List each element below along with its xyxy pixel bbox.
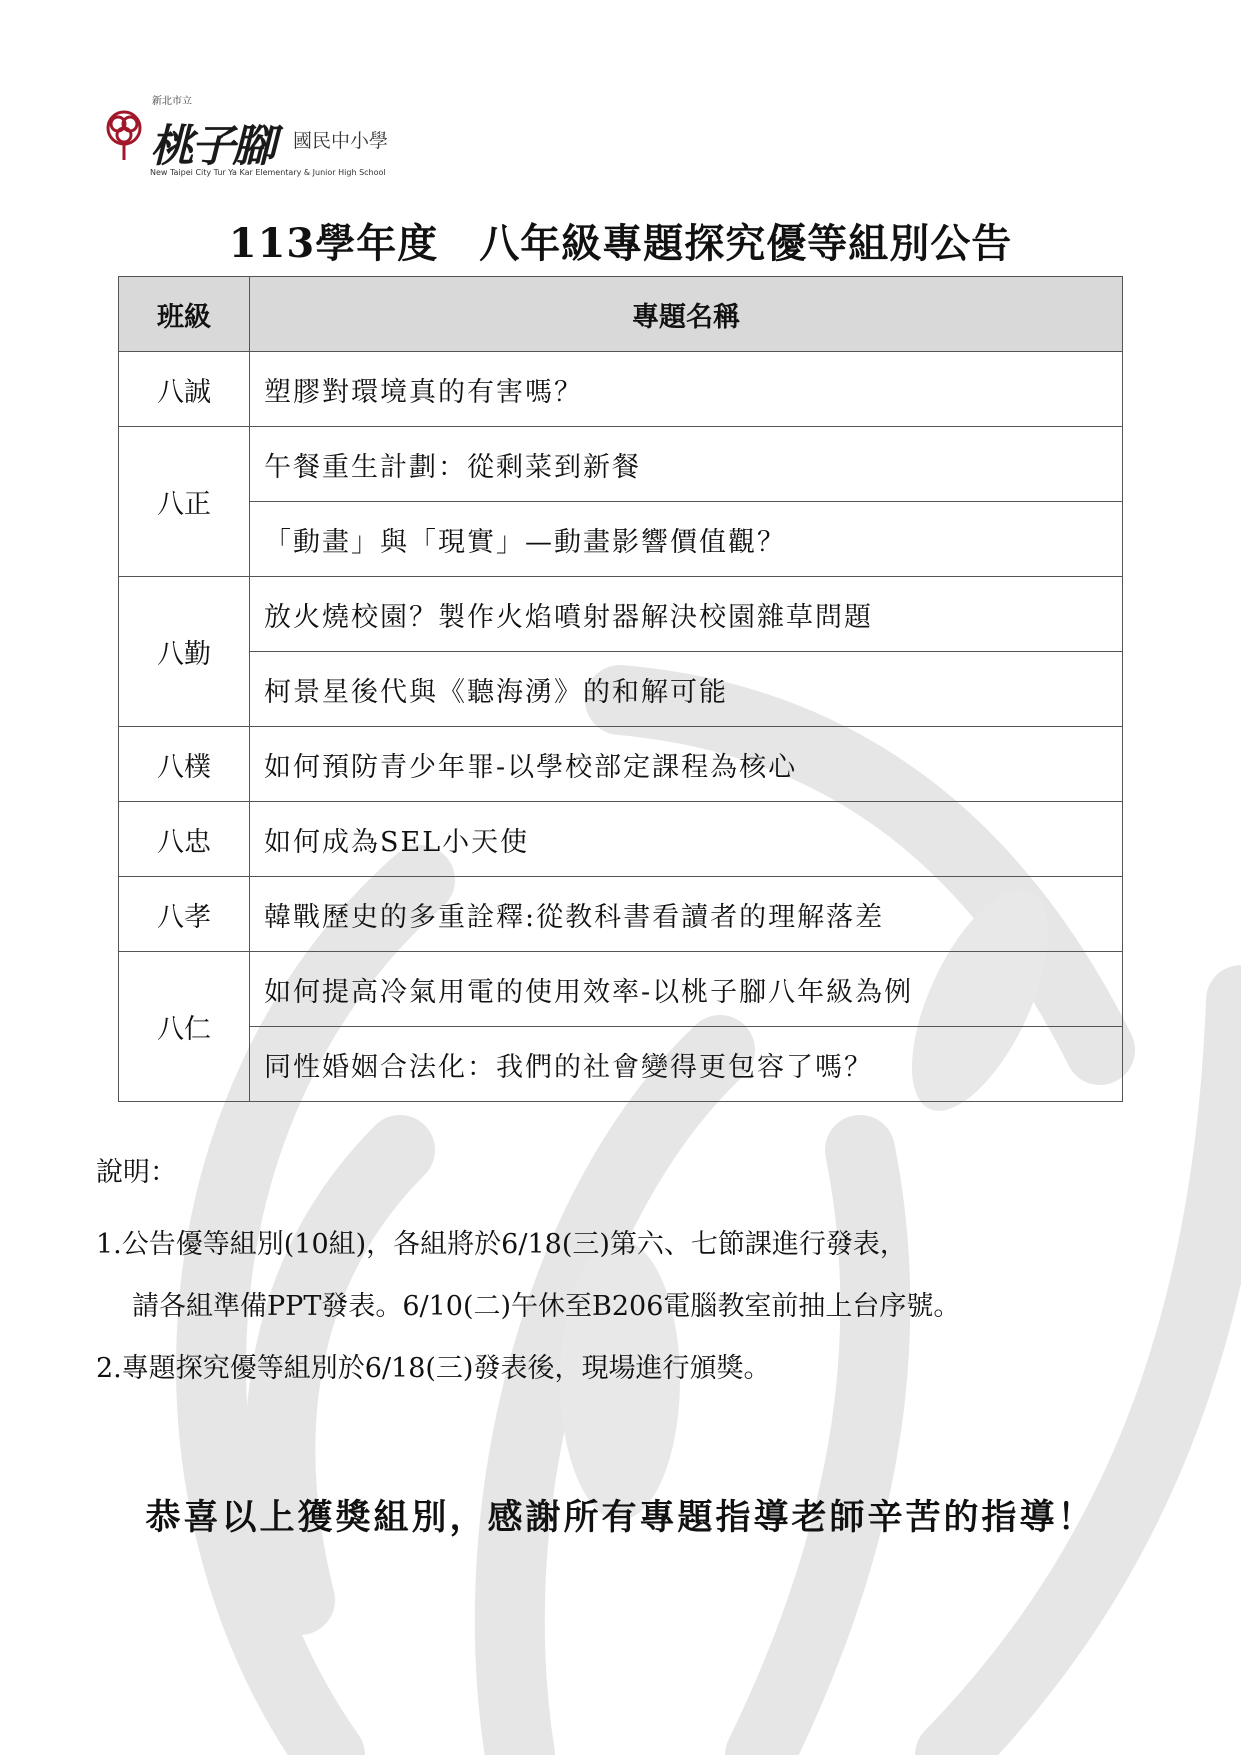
- topic-cell: 如何提高冷氣用電的使用效率-以桃子腳八年級為例: [250, 952, 1123, 1027]
- table-row: [119, 802, 1123, 877]
- header-topic: 專題名稱: [250, 277, 1123, 352]
- topic-cell: 柯景星後代與《聽海湧》的和解可能: [250, 652, 1123, 727]
- table-row: [119, 877, 1123, 952]
- congrats-message: 恭喜以上獲獎組別，感謝所有專題指導老師辛苦的指導！: [145, 1497, 1096, 1538]
- class-cell: 八忠: [119, 802, 250, 877]
- class-cell: 八樸: [119, 727, 250, 802]
- table-row: [119, 502, 1123, 577]
- topic-cell: 午餐重生計劃：從剩菜到新餐: [250, 427, 1123, 502]
- topic-cell: 「動畫」與「現實」—動畫影響價值觀？: [250, 502, 1123, 577]
- logo-school-name: 桃子腳: [150, 121, 273, 172]
- table-row: [119, 952, 1123, 1027]
- topic-cell: 如何預防青少年罪-以學校部定課程為核心: [250, 727, 1123, 802]
- table-row: [119, 652, 1123, 727]
- logo-school-level: 國民中小學: [293, 130, 389, 152]
- class-cell: 八仁: [119, 952, 250, 1102]
- note-item-1-line-1: 1.公告優等組別(10組)，各組將於6/18(三)第六、七節課進行發表，: [96, 1229, 907, 1260]
- table-row: [119, 352, 1123, 427]
- notes-heading: 說明：: [96, 1157, 177, 1188]
- awards-table: [118, 276, 1123, 1102]
- topic-cell: 如何成為SEL小天使: [250, 802, 1123, 877]
- page-title: 113學年度 八年級專題探究優等組別公告: [228, 220, 1013, 267]
- class-cell: 八正: [119, 427, 250, 577]
- table-row: [119, 427, 1123, 502]
- topic-cell: 同性婚姻合法化：我們的社會變得更包容了嗎？: [250, 1027, 1123, 1102]
- class-cell: 八孝: [119, 877, 250, 952]
- table-row: [119, 577, 1123, 652]
- flower-emblem-icon: [100, 104, 150, 164]
- note-item-2: 2.專題探究優等組別於6/18(三)發表後，現場進行頒獎。: [96, 1353, 771, 1384]
- logo-city: 新北市立: [152, 96, 192, 107]
- header-class: 班級: [119, 277, 250, 352]
- table-header-row: [119, 277, 1123, 352]
- topic-cell: 放火燒校園？製作火焰噴射器解決校園雜草問題: [250, 577, 1123, 652]
- school-logo: [100, 92, 400, 182]
- topic-cell: 塑膠對環境真的有害嗎？: [250, 352, 1123, 427]
- table-row: [119, 1027, 1123, 1102]
- topic-cell: 韓戰歷史的多重詮釋:從教科書看讀者的理解落差: [250, 877, 1123, 952]
- note-item-1-line-2: 請各組準備PPT發表。6/10(二)午休至B206電腦教室前抽上台序號。: [132, 1291, 961, 1322]
- class-cell: 八勤: [119, 577, 250, 727]
- logo-english-name: New Taipei City Tur Ya Kar Elementary & Junior High School: [150, 168, 386, 177]
- class-cell: 八誠: [119, 352, 250, 427]
- table-row: [119, 727, 1123, 802]
